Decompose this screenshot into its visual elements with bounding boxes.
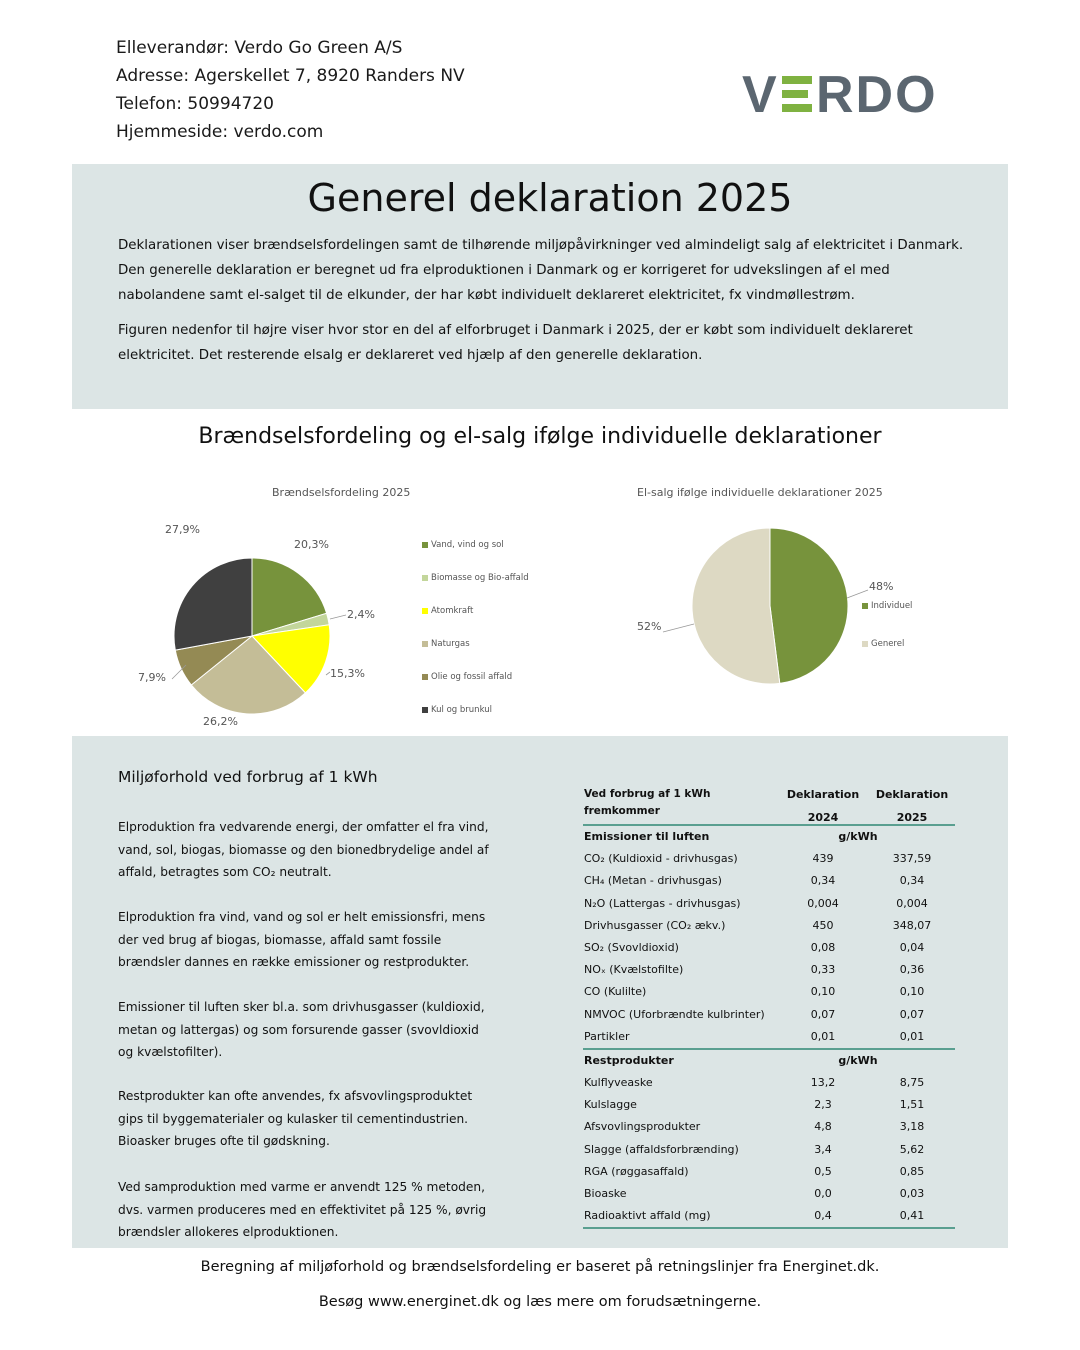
table-header-2024: Deklaration 2024 (786, 788, 860, 824)
environment-title: Miljøforhold ved forbrug af 1 kWh (118, 768, 378, 786)
value-2025: 1,51 (899, 1098, 925, 1112)
row-label: CH₄ (Metan - drivhusgas) (584, 874, 722, 888)
value-2025: 0,41 (899, 1209, 925, 1223)
table-row (583, 848, 955, 870)
intro-paragraph-2: Figuren nedenfor til højre viser hvor stor en del af elforbruget i Danmark i 2025, der er købt som individuelt deklareret elektricitet. Det resterende elsalg er deklareret ved hjælp af den generelle deklaration. (118, 323, 913, 363)
residues-section-label: Restprodukter (584, 1053, 674, 1067)
row-label: RGA (røggasaffald) (584, 1164, 689, 1178)
table-row (583, 1139, 955, 1161)
env-paragraph-3: Emissioner til luften sker bl.a. som drivhusgasser (kuldioxid, metan og lattergas) og som forsurende gasser (svovldioxid og kvælstofilter). (118, 1000, 485, 1059)
value-2025: 0,36 (899, 963, 925, 977)
table-row (583, 1116, 955, 1138)
value-2024: 450 (812, 918, 834, 932)
fuel-pct-label: 20,3% (294, 538, 329, 551)
table-row (583, 1004, 955, 1026)
sales-leader-line (663, 624, 694, 632)
website-line: Hjemmeside: verdo.com (116, 122, 324, 142)
value-2025: 8,75 (899, 1076, 925, 1090)
env-paragraph-5: Ved samproduktion med varme er anvendt 125 % metoden, dvs. varmen produceres med en effektivitet på 125 %, øvrig brændsler allokeres elproduktionen. (118, 1180, 487, 1239)
row-label: Kulflyveaske (584, 1076, 653, 1090)
row-label: N₂O (Lattergas - drivhusgas) (584, 896, 741, 910)
table-header-2025: Deklaration 2025 (875, 788, 949, 824)
sales-slice-1 (692, 528, 780, 684)
fuel-legend-swatch (422, 542, 428, 548)
value-2025: 0,01 (899, 1029, 925, 1043)
svg-text:RDO: RDO (816, 68, 938, 120)
value-2025: 0,34 (899, 874, 925, 888)
fuel-legend-swatch (422, 575, 428, 581)
table-row (583, 893, 955, 915)
residues-section-header (583, 1050, 955, 1072)
fuel-leader-line (330, 615, 346, 619)
fuel-pct-label: 27,9% (165, 523, 200, 536)
value-2024: 0,07 (810, 1007, 836, 1021)
env-paragraph-1: Elproduktion fra vedvarende energi, der omfatter el fra vind, vand, sol, biogas, biomasse og den bionedbrydelige andel af affald, betragtes som CO₂ neutralt. (118, 820, 489, 879)
sales-legend-swatch (862, 603, 868, 609)
fuel-chart-title: Brændselsfordeling 2025 (272, 486, 411, 499)
value-2024: 0,10 (810, 985, 836, 999)
fuel-legend-swatch (422, 707, 428, 713)
row-label: SO₂ (Svovldioxid) (584, 940, 679, 954)
value-2024: 4,8 (814, 1120, 832, 1134)
value-2024: 0,33 (810, 963, 836, 977)
sales-leader-line (847, 590, 868, 598)
value-2025: 0,04 (899, 940, 925, 954)
supplier-line: Elleverandør: Verdo Go Green A/S (116, 38, 403, 58)
fuel-legend-swatch (422, 641, 428, 647)
value-2024: 3,4 (814, 1142, 832, 1156)
value-2024: 0,004 (807, 896, 839, 910)
value-2024: 439 (812, 852, 834, 866)
row-label: NOₓ (Kvælstofilte) (584, 963, 684, 977)
fuel-slice-5 (174, 558, 252, 650)
table-row (583, 1072, 955, 1094)
value-2024: 13,2 (810, 1076, 836, 1090)
fuel-pct-label: 15,3% (330, 667, 365, 680)
emissions-section-header (583, 826, 955, 848)
table-row (583, 1161, 955, 1183)
fuel-legend-item (422, 705, 492, 715)
sales-chart-title: El-salg ifølge individuelle deklarationer 2025 (637, 486, 883, 499)
value-2024: 0,4 (814, 1209, 832, 1223)
emissions-rows (583, 848, 955, 1050)
row-label: Partikler (584, 1029, 630, 1043)
value-2024: 0,08 (810, 940, 836, 954)
fuel-pct-label: 7,9% (138, 671, 166, 684)
fuel-legend-item (422, 672, 512, 682)
table-row (583, 1183, 955, 1205)
footer-line-2: Besøg www.energinet.dk og læs mere om forudsætningerne. (318, 1294, 762, 1310)
row-label: NMVOC (Uforbrændte kulbrinter) (584, 1007, 765, 1021)
sales-legend-label: Individuel (871, 601, 913, 611)
value-2025: 0,10 (899, 985, 925, 999)
emissions-unit: g/kWh (838, 830, 878, 843)
value-2025: 0,07 (899, 1007, 925, 1021)
row-label: Bioaske (584, 1187, 627, 1200)
footer-line-1: Beregning af miljøforhold og brændselsfordeling er baseret på retningslinjer fra Energinet.dk. (200, 1259, 880, 1275)
env-paragraph-2: Elproduktion fra vind, vand og sol er helt emissionsfri, mens der ved brug af biogas, biomasse, affald samt fossile brændsler dannes en række emissioner og restprodukter. (118, 910, 486, 969)
fuel-legend-item (422, 540, 504, 550)
table-row (583, 1026, 955, 1050)
sales-legend-item (862, 639, 904, 649)
row-label: Afsvovlingsprodukter (584, 1120, 701, 1134)
table-row (583, 937, 955, 959)
value-2024: 0,01 (810, 1029, 836, 1043)
residues-unit: g/kWh (838, 1053, 878, 1067)
value-2025: 5,62 (899, 1142, 925, 1156)
value-2024: 0,34 (810, 874, 836, 888)
fuel-legend-label: Naturgas (431, 639, 470, 649)
fuel-legend-label: Vand, vind og sol (431, 540, 504, 550)
value-2024: 0,5 (814, 1164, 832, 1178)
value-2025: 0,85 (899, 1164, 925, 1178)
table-row (583, 915, 955, 937)
table-row (583, 1094, 955, 1116)
svg-text:V: V (742, 68, 779, 120)
row-label: CO (Kulilte) (584, 985, 647, 999)
value-2024: 0,0 (814, 1187, 832, 1200)
value-2025: 0,004 (896, 896, 928, 910)
table-header-label: Ved forbrug af 1 kWh fremkommer (584, 788, 711, 817)
row-label: Slagge (affaldsforbrænding) (584, 1142, 739, 1156)
sales-pct-label: 48% (869, 580, 894, 593)
value-2025: 3,18 (899, 1120, 925, 1134)
sales-legend-swatch (862, 641, 868, 647)
fuel-pct-label: 26,2% (203, 715, 238, 728)
row-label: Radioaktivt affald (mg) (584, 1209, 711, 1223)
fuel-legend-label: Atomkraft (431, 606, 474, 616)
value-2025: 0,03 (899, 1187, 925, 1200)
fuel-pct-label: 2,4% (347, 608, 375, 621)
row-label: Drivhusgasser (CO₂ ækv.) (584, 918, 726, 932)
fuel-legend-swatch (422, 674, 428, 680)
table-row (583, 870, 955, 892)
sales-pct-label: 52% (637, 620, 662, 633)
table-header (583, 780, 955, 826)
fuel-legend-label: Biomasse og Bio-affald (431, 573, 529, 583)
intro-paragraph-1: Deklarationen viser brændselsfordelingen samt de tilhørende miljøpåvirkninger ved almindeligt salg af elektricitet i Danmark. Den generelle deklaration er beregnet ud fra elproduktionen i Danmark og er korrigeret for udvekslingen af el med nabolandene samt el-salget til de elkunder, der har købt individuelt deklareret elektricitet, fx vindmøllestrøm. (118, 238, 964, 303)
fuel-legend-item (422, 573, 529, 583)
env-paragraph-4: Restprodukter kan ofte anvendes, fx afsvovlingsproduktet gips til byggematerialer og kulasker til cementindustrien. Bioasker bruges ofte til gødskning. (118, 1089, 473, 1148)
table-row (583, 959, 955, 981)
fuel-legend-label: Kul og brunkul (431, 705, 492, 715)
value-2025: 337,59 (892, 852, 932, 866)
row-label: Kulslagge (584, 1098, 637, 1112)
table-row (583, 1205, 955, 1229)
phone-line: Telefon: 50994720 (116, 94, 274, 114)
value-2025: 348,07 (892, 918, 932, 932)
address-line: Adresse: Agerskellet 7, 8920 Randers NV (116, 66, 465, 86)
emissions-table (583, 780, 955, 1229)
row-label: CO₂ (Kuldioxid - drivhusgas) (584, 852, 738, 866)
fuel-legend-swatch (422, 608, 428, 614)
fuel-legend-item (422, 606, 473, 616)
fuel-legend-item (422, 639, 470, 649)
page-title: Generel deklaration 2025 (307, 176, 793, 220)
sales-legend-item (862, 601, 912, 611)
fuel-legend-label: Olie og fossil affald (431, 672, 513, 682)
emissions-section-label: Emissioner til luften (584, 830, 710, 843)
value-2024: 2,3 (814, 1098, 832, 1112)
sales-legend-label: Generel (871, 639, 905, 649)
section-title: Brændselsfordeling og el-salg ifølge individuelle deklarationer (198, 424, 882, 449)
sales-slice-0 (770, 528, 848, 683)
table-row (583, 981, 955, 1003)
residues-rows (583, 1072, 955, 1229)
